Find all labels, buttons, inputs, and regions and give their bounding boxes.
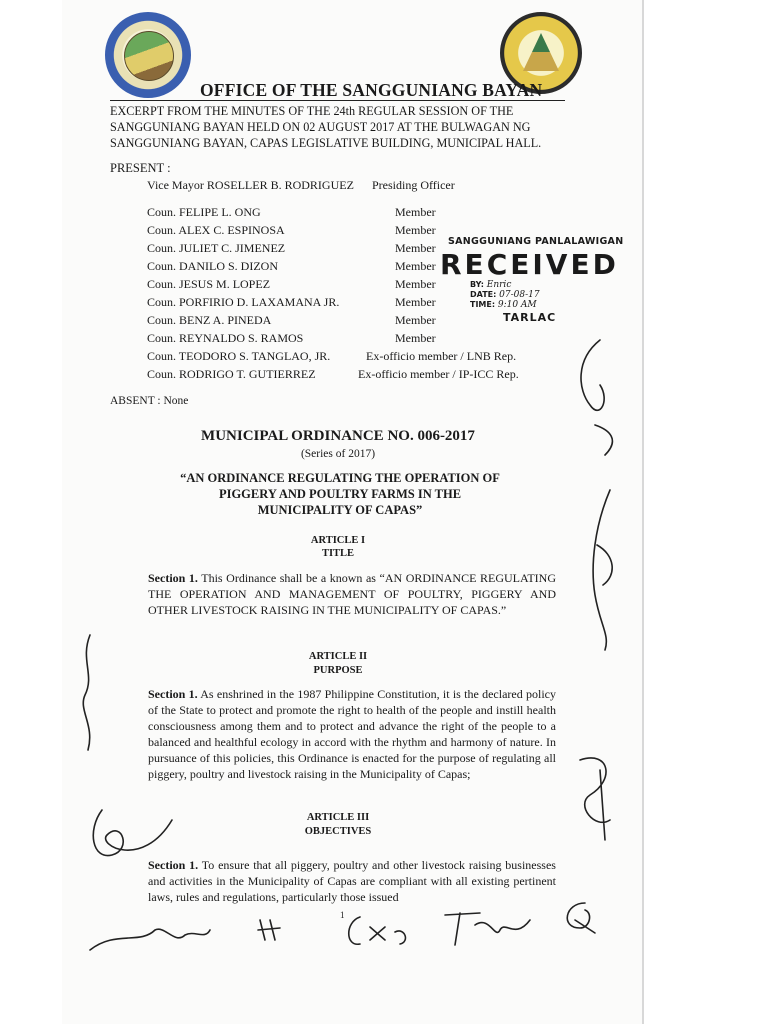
member-role: Member: [395, 313, 436, 327]
signature-bottom-2: [255, 915, 285, 945]
absent-line: ABSENT : None: [110, 395, 189, 407]
signature-bottom-4: [440, 905, 535, 955]
signature-right-margin-3: [570, 740, 630, 850]
excerpt-line-1: EXCERPT FROM THE MINUTES OF THE 24th REGULAR SESSION OF THE: [110, 104, 514, 118]
stamp-place: TARLAC: [503, 311, 557, 324]
signature-right-margin-2: [575, 485, 635, 655]
stamp-date: DATE: 07-08-17: [470, 290, 540, 300]
signature-left-lower: [82, 800, 182, 880]
office-title: OFFICE OF THE SANGGUNIANG BAYAN: [200, 80, 543, 100]
member-role: Member: [395, 295, 436, 309]
member-name: Coun. TEODORO S. TANGLAO, JR.: [147, 349, 331, 363]
article-section-text: [148, 686, 556, 782]
signature-left-margin: [70, 630, 110, 760]
section-body: This Ordinance shall be a known as “AN ORDINANCE REGULATING THE OPERATION AND MANAGEMENT OF POULTRY, PIGGERY AND OTHER LIVESTOCK RAISING IN THE MUNICIPALITY OF CAPAS.”: [148, 571, 556, 617]
ordinance-name-line-3: MUNICIPALITY OF CAPAS”: [257, 503, 423, 517]
vice-mayor-name: Vice Mayor ROSELLER B. RODRIGUEZ: [147, 178, 354, 192]
section-label: Section 1.: [148, 858, 199, 872]
vice-mayor-role: Presiding Officer: [372, 178, 455, 192]
stamp-by-value: Enric: [486, 280, 512, 290]
article-heading: OBJECTIVES: [304, 826, 372, 837]
ordinance-name: [180, 470, 500, 518]
section-label: Section 1.: [148, 571, 198, 585]
member-role: Ex-officio member / IP-ICC Rep.: [358, 367, 519, 381]
member-role: Ex-officio member / LNB Rep.: [366, 349, 517, 363]
article-section-text: [148, 857, 556, 905]
ordinance-name-line-2: PIGGERY AND POULTRY FARMS IN THE: [218, 487, 462, 501]
member-name: Coun. JULIET C. JIMENEZ: [147, 241, 286, 255]
member-name: Coun. JESUS M. LOPEZ: [147, 277, 271, 291]
article-number: ARTICLE II: [308, 651, 368, 662]
stamp-received: RECEIVED: [440, 248, 619, 281]
member-name: Coun. DANILO S. DIZON: [147, 259, 278, 273]
ordinance-name-line-1: “AN ORDINANCE REGULATING THE OPERATION OF: [180, 471, 500, 485]
article-heading: TITLE: [321, 548, 355, 559]
member-role: Member: [395, 205, 436, 219]
signature-bottom-3: [340, 912, 415, 952]
minutes-excerpt: [110, 103, 566, 151]
stamp-office: SANGGUNIANG PANLALAWIGAN: [448, 236, 624, 247]
member-name: Coun. RODRIGO T. GUTIERREZ: [147, 367, 316, 381]
section-body: To ensure that all piggery, poultry and other livestock raising businesses and activities in the Municipality of Capas are compliant with all existing pertinent laws, rules and regulations, particularly those issued: [148, 858, 556, 904]
present-label: PRESENT :: [110, 161, 171, 175]
member-role: Member: [395, 277, 436, 291]
member-name: Coun. FELIPE L. ONG: [147, 205, 261, 219]
member-role: Member: [395, 223, 436, 237]
member-name: Coun. REYNALDO S. RAMOS: [147, 331, 304, 345]
stamp-by: BY: Enric: [470, 280, 512, 290]
member-name: Coun. ALEX C. ESPINOSA: [147, 223, 285, 237]
stamp-time-value: 9:10 AM: [497, 300, 537, 310]
member-role: Member: [395, 259, 436, 273]
member-name: Coun. BENZ A. PINEDA: [147, 313, 272, 327]
member-name: Coun. PORFIRIO D. LAXAMANA JR.: [147, 295, 340, 309]
section-body: As enshrined in the 1987 Philippine Constitution, it is the declared policy of the State to protect and promote the right to health of the people and instill health consciousness among them and to protect and advance the right of the people to a balanced and healthful ecology in accord with the rhythm and harmony of nature. In pursuance of this policies, this Ordinance is enacted for the purpose of regulating all piggery, poultry and livestock raising in the Municipality of Capas;: [148, 687, 556, 781]
ordinance-series: (Series of 2017): [300, 448, 376, 460]
section-label: Section 1.: [148, 687, 198, 701]
excerpt-line-3: SANGGUNIANG BAYAN, CAPAS LEGISLATIVE BUILDING, MUNICIPAL HALL.: [110, 136, 542, 150]
signature-right-margin-1: [570, 330, 630, 460]
stamp-date-value: 07-08-17: [499, 290, 540, 300]
page-number: 1: [340, 910, 345, 920]
article-number: ARTICLE I: [310, 535, 366, 546]
signature-bottom-1: [85, 910, 215, 960]
signature-bottom-5: [555, 898, 600, 938]
article-number: ARTICLE III: [306, 812, 370, 823]
sangguniang-bayan-seal-icon: [105, 12, 191, 98]
stamp-time: TIME: 9:10 AM: [470, 300, 537, 310]
header-divider: [110, 100, 565, 101]
excerpt-line-2: SANGGUNIANG BAYAN HELD ON 02 AUGUST 2017 AT THE BULWAGAN NG: [110, 120, 531, 134]
article-heading: PURPOSE: [313, 665, 363, 676]
member-role: Member: [395, 331, 436, 345]
member-role: Member: [395, 241, 436, 255]
article-section-text: [148, 570, 556, 618]
ordinance-title: MUNICIPAL ORDINANCE NO. 006-2017: [201, 428, 475, 444]
